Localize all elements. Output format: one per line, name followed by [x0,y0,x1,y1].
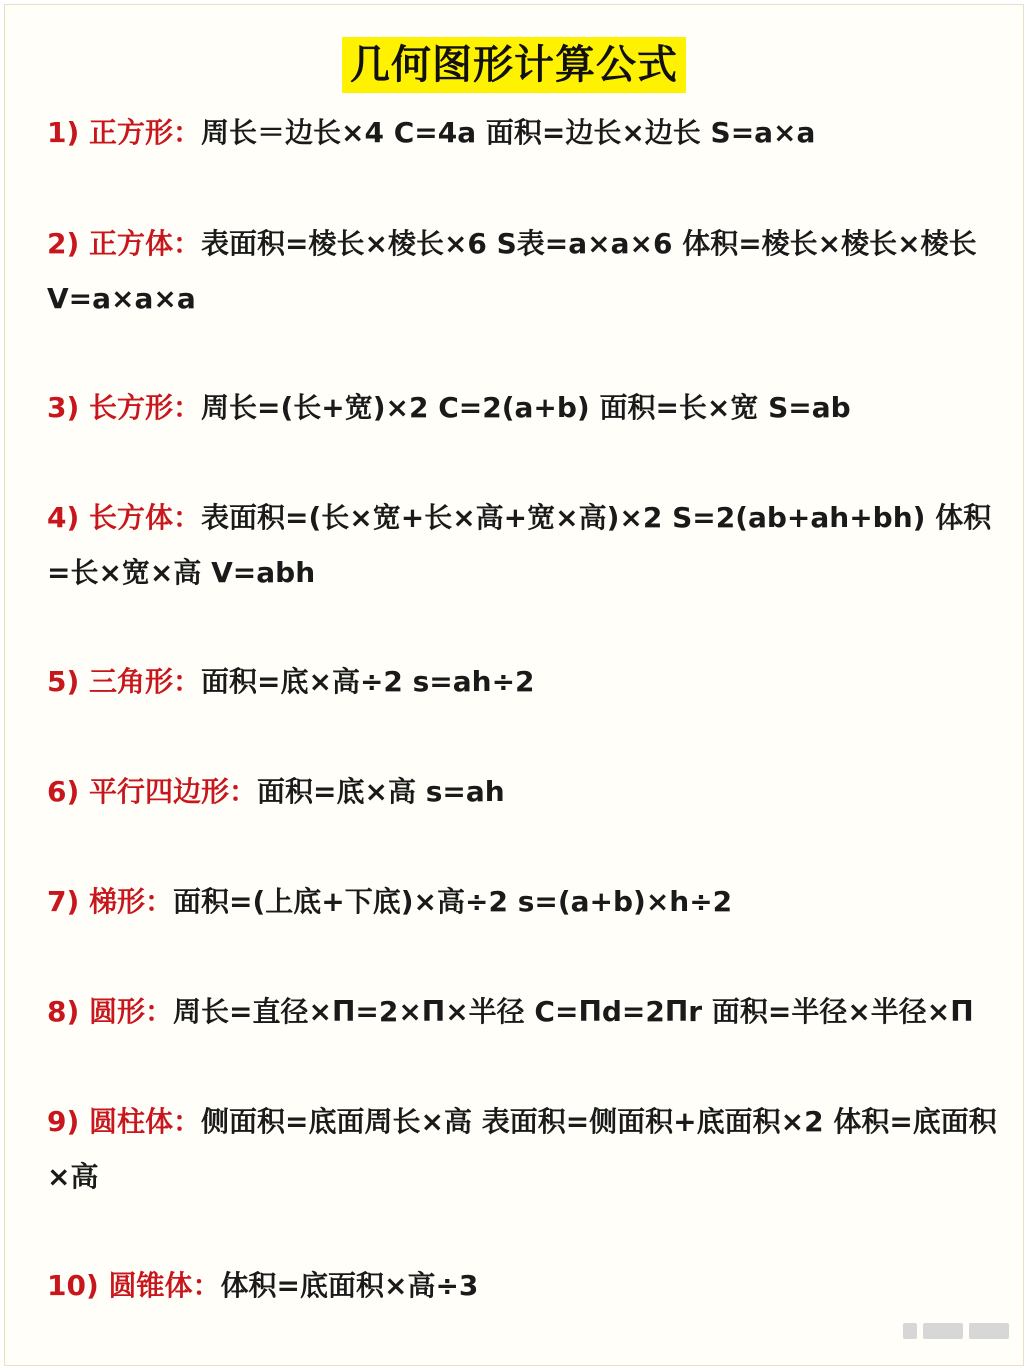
formula-item-3 [47,380,997,435]
formula-text: 周长=(长+宽)×2 C=2(a+b) 面积=长×宽 S=ab [201,391,851,424]
formula-label: 7) 梯形： [47,885,174,918]
formula-item-7 [47,874,997,929]
formula-label: 3) 长方形： [47,391,202,424]
formula-label: 8) 圆形： [47,995,174,1028]
formula-label: 9) 圆柱体： [47,1105,202,1138]
page-title: 几何图形计算公式 [342,37,686,93]
formula-text: 面积=底×高÷2 s=ah÷2 [201,665,535,698]
formula-item-10 [47,1258,997,1313]
watermark-mark [903,1323,917,1339]
formula-label: 2) 正方体： [47,227,202,260]
formula-label: 5) 三角形： [47,665,202,698]
watermark-mark [923,1323,963,1339]
formula-item-8 [47,984,997,1039]
formula-item-1 [47,105,997,160]
formula-text: 周长＝边长×4 C=4a 面积=边长×边长 S=a×a [201,116,816,149]
title-wrap [5,37,1023,93]
formula-text: 面积=(上底+下底)×高÷2 s=(a+b)×h÷2 [173,885,733,918]
formula-label: 6) 平行四边形： [47,775,258,808]
formula-item-9 [47,1094,997,1204]
formula-text: 表面积=(长×宽+长×高+宽×高)×2 S=2(ab+ah+bh) 体积=长×宽×高 V=abh [47,501,992,589]
formula-sheet [4,4,1024,1366]
formula-text: 体积=底面积×高÷3 [220,1269,479,1302]
formula-label: 10) 圆锥体： [47,1269,221,1302]
formula-text: 表面积=棱长×棱长×6 S表=a×a×6 体积=棱长×棱长×棱长 V=a×a×a [47,227,977,315]
formula-text: 面积=底×高 s=ah [257,775,505,808]
formula-item-5 [47,654,997,709]
watermark-mark [969,1323,1009,1339]
formula-item-6 [47,764,997,819]
formula-label: 4) 长方体： [47,501,202,534]
formula-item-2 [47,216,997,326]
formula-text: 周长=直径×Π=2×Π×半径 C=Πd=2Πr 面积=半径×半径×Π [173,995,974,1028]
formula-label: 1) 正方形： [47,116,202,149]
formula-text: 侧面积=底面周长×高 表面积=侧面积+底面积×2 体积=底面积×高 [47,1105,997,1193]
watermark-icon [903,1323,1009,1339]
formula-item-4 [47,490,997,600]
